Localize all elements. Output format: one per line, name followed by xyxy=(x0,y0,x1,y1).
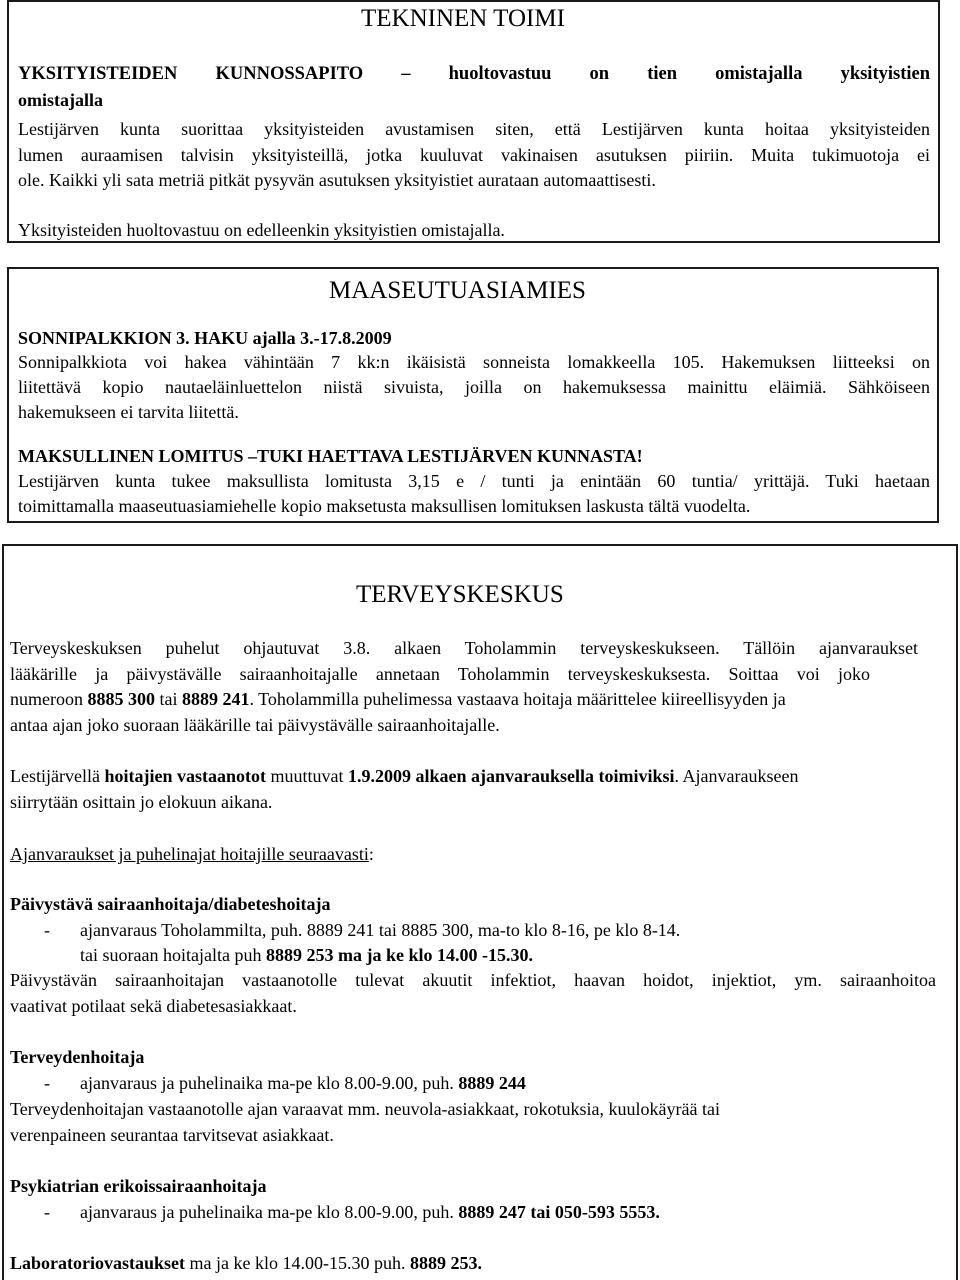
paragraph-line: liitettävä kopio nautaeläinluettelon niistä sivuista, joilla on hakemuksessa mainittu eläimiä. Sähköiseen xyxy=(18,377,930,397)
text-span: : xyxy=(368,844,374,864)
road-maintenance-heading: YKSITYISTEIDEN KUNNOSSAPITO – huoltovastuu on tien omistajalla yksityistien xyxy=(18,64,930,84)
paragraph-line: verenpaineen seurantaa tarvitsevat asiakkaat. xyxy=(10,1125,334,1145)
paragraph-line: hakemukseen ei tarvita liitettä. xyxy=(18,402,239,422)
paragraph-line: vaativat potilaat sekä diabetesasiakkaat. xyxy=(10,996,297,1016)
paragraph-line: Lestijärven kunta suorittaa yksityisteiden avustamisen siten, että Lestijärven kunta hoitaa yksityisteiden xyxy=(18,119,930,139)
paragraph-line: Terveydenhoitajan vastaanotolle ajan varaavat mm. neuvola-asiakkaat, rokotuksia, kuulokäyrää tai xyxy=(10,1099,720,1119)
lab-label: Laboratoriovastaukset xyxy=(10,1253,185,1273)
section-title: MAASEUTUASIAMIES xyxy=(329,277,586,304)
lab-results-line xyxy=(10,1251,482,1275)
phone-number: 8889 247 tai 050-593 5553. xyxy=(458,1202,660,1222)
text-span: tai suoraan hoitajalta puh xyxy=(80,945,266,965)
health-nurse-heading: Terveydenhoitaja xyxy=(10,1047,145,1067)
list-item xyxy=(80,943,533,967)
phone-number: 8889 253. xyxy=(409,1253,482,1273)
section-title: TERVEYSKESKUS xyxy=(356,581,564,608)
paragraph-line: Päivystävän sairaanhoitajan vastaanotolle tulevat akuutit infektiot, haavan hoidot, injektiot, ym. sairaanhoitoa xyxy=(10,970,936,990)
sonnipalkkio-heading: SONNIPALKKION 3. HAKU ajalla 3.-17.8.2009 xyxy=(18,328,392,348)
list-item: ajanvaraus Toholammilta, puh. 8889 241 tai 8885 300, ma-to klo 8-16, pe klo 8-14. xyxy=(80,920,681,940)
paragraph-line: lääkärille ja päivystävälle sairaanhoitajalle annetaan Toholammin terveyskeskuksesta. Soittaa voi joko xyxy=(10,664,870,684)
text-span: ma ja ke klo 14.00-15.30 puh. xyxy=(185,1253,410,1273)
list-item xyxy=(80,1200,660,1224)
paragraph-line: lumen auraamisen talvisin yksityisteillä, jotka kuuluvat vakinaisen asutuksen piiriin. Muita tukimuotoja ei xyxy=(18,145,930,165)
phone-number: 8889 244 xyxy=(458,1073,526,1093)
paragraph-line xyxy=(10,687,786,711)
text-span: ajanvaraus ja puhelinaika ma-pe klo 8.00-9.00, puh. xyxy=(80,1073,459,1093)
emphasis: 1.9.2009 alkaen ajanvarauksella toimiviksi xyxy=(347,766,675,786)
appointments-heading xyxy=(10,842,374,866)
section-title: TEKNINEN TOIMI xyxy=(361,5,565,32)
underlined-heading: Ajanvaraukset ja puhelinajat hoitajille seuraavasti xyxy=(10,844,369,864)
paragraph-line: toimittamalla maaseutuasiamiehelle kopio maksetusta maksullisen lomituksen laskusta tältä vuodelta. xyxy=(18,496,751,516)
text-span: ajanvaraus ja puhelinaika ma-pe klo 8.00-9.00, puh. xyxy=(80,1202,459,1222)
maintenance-note: Yksityisteiden huoltovastuu on edelleenkin yksityistien omistajalla. xyxy=(18,220,505,240)
paragraph-line: antaa ajan joko suoraan lääkärille tai päivystävälle sairaanhoitajalle. xyxy=(10,715,500,735)
text-span: numeroon xyxy=(10,689,88,709)
phone-hours: 8889 253 ma ja ke klo 14.00 -15.30. xyxy=(265,945,533,965)
paragraph-line: siirrytään osittain jo elokuun aikana. xyxy=(10,792,273,812)
text-span: tai xyxy=(154,689,182,709)
terveyskeskus-section xyxy=(2,544,958,1280)
list-dash: - xyxy=(44,1073,50,1093)
paragraph-line: Sonnipalkkiota voi hakea vähintään 7 kk:n ikäisistä sonneista lomakkeella 105. Hakemuksen liitteeksi on xyxy=(18,352,930,372)
road-maintenance-heading-cont: omistajalla xyxy=(18,90,103,110)
paragraph-line xyxy=(10,764,798,788)
list-dash: - xyxy=(44,920,50,940)
emphasis: hoitajien vastaanotot xyxy=(104,766,266,786)
text-span: Lestijärvellä xyxy=(10,766,105,786)
phone-number: 8885 300 xyxy=(87,689,155,709)
paragraph-line: Terveyskeskuksen puhelut ohjautuvat 3.8. alkaen Toholammin terveyskeskukseen. Tällöin ajanvaraukset xyxy=(10,638,918,658)
text-span: muuttuvat xyxy=(265,766,348,786)
text-span: . Toholammilla puhelimessa vastaava hoitaja määrittelee kiireellisyyden ja xyxy=(249,689,786,709)
text-span: . Ajanvaraukseen xyxy=(674,766,799,786)
lomitus-heading: MAKSULLINEN LOMITUS –TUKI HAETTAVA LESTIJÄRVEN KUNNASTA! xyxy=(18,446,643,466)
nurse-heading: Päivystävä sairaanhoitaja/diabeteshoitaja xyxy=(10,894,331,914)
maaseutuasiamies-section xyxy=(7,267,939,523)
list-item xyxy=(80,1071,526,1095)
paragraph-line: Lestijärven kunta tukee maksullista lomitusta 3,15 e / tunti ja enintään 60 tuntia/ yrittäjä. Tuki haetaan xyxy=(18,471,930,491)
list-dash: - xyxy=(44,1202,50,1222)
psychiatric-nurse-heading: Psykiatrian erikoissairaanhoitaja xyxy=(10,1176,267,1196)
paragraph-line: ole. Kaikki yli sata metriä pitkät pysyvän asutuksen yksityistiet aurataan automaattisesti. xyxy=(18,170,656,190)
tekninen-toimi-section xyxy=(7,0,940,243)
phone-number: 8889 241 xyxy=(181,689,250,709)
